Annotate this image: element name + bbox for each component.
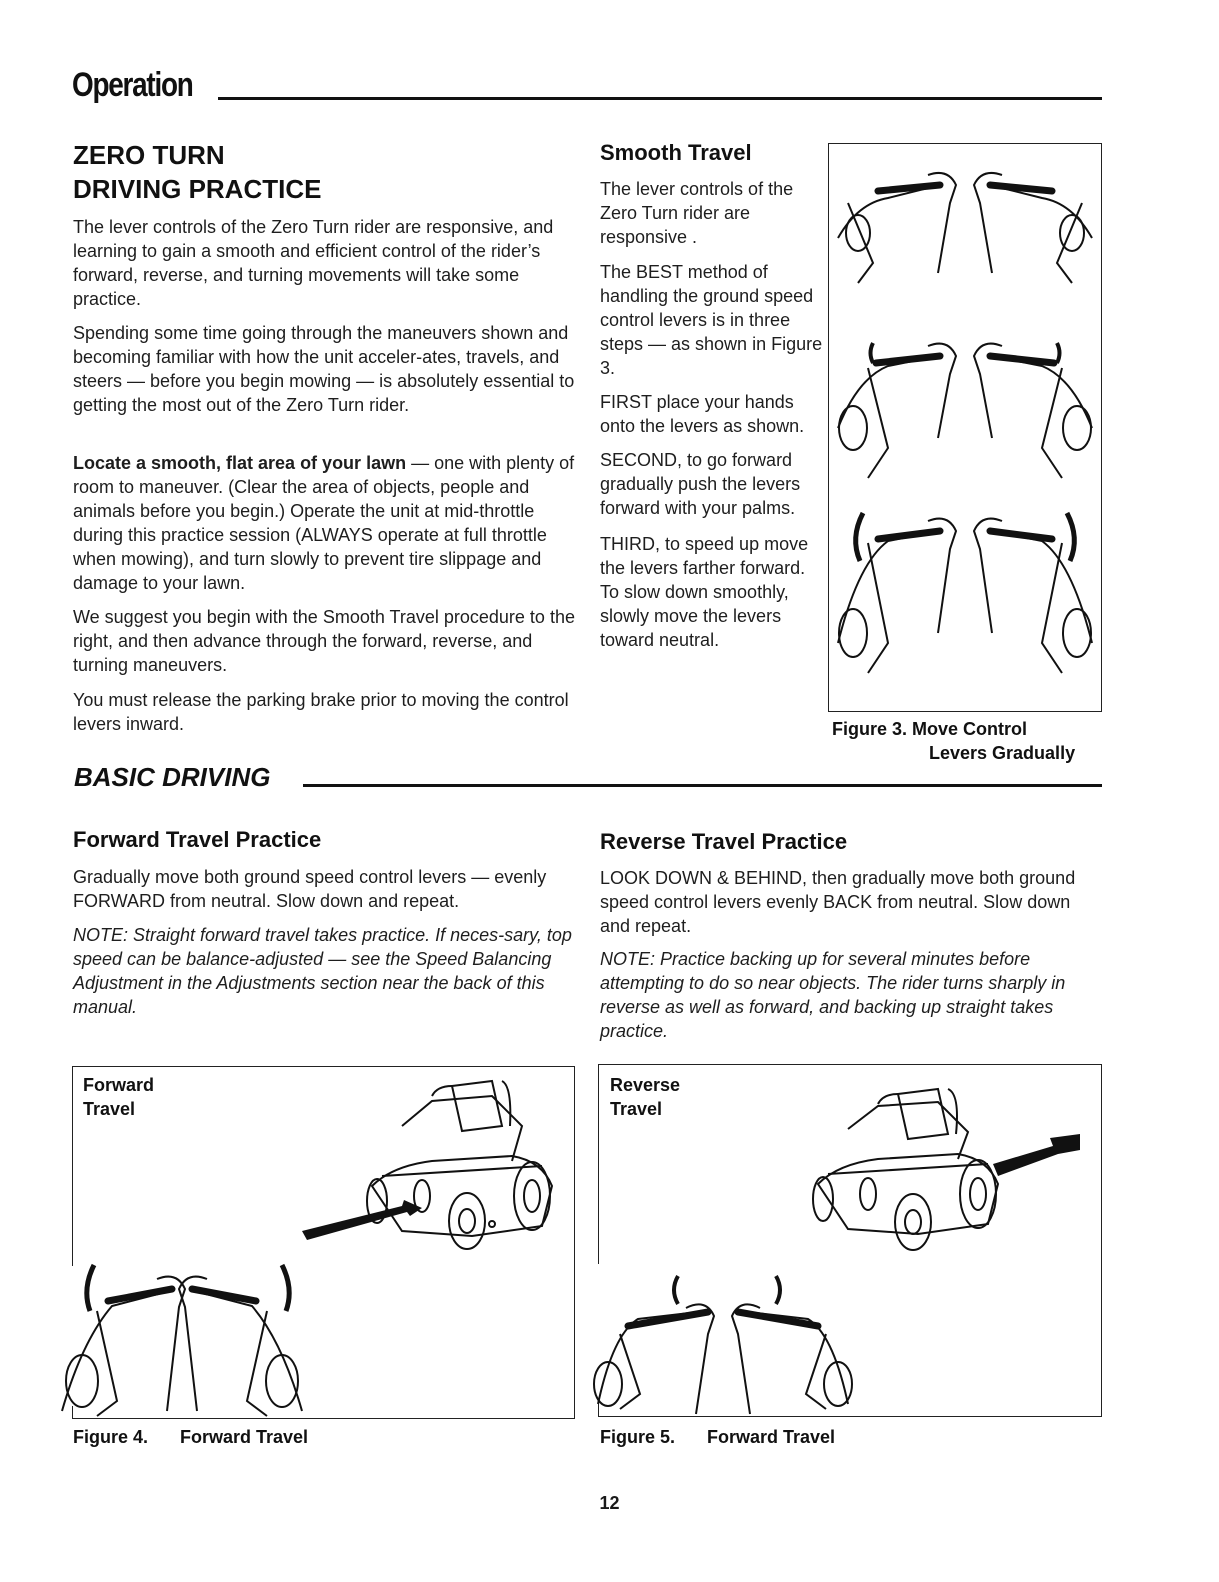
hands-speed-up-icon	[838, 513, 1092, 673]
zero-turn-para5: You must release the parking brake prior to moving the control levers inward.	[73, 690, 569, 734]
zero-turn-mower-icon	[367, 1081, 552, 1249]
zero-turn-para3-rest: — one with plenty of room to maneuver. (Clear the area of objects, people and animals before you begin.) Operate the unit at mid-throttle during this practice session (ALWAYS operate at full throttle when mowing), and turn slowly to prevent tire slippage and damage to your lawn.	[73, 453, 575, 593]
reverse-practice-p1: LOOK DOWN & BEHIND, then gradually move both ground speed control levers evenly BACK from neutral. Slow down and repeat.	[600, 868, 1076, 936]
smooth-travel-p3: FIRST place your hands onto the levers as shown.	[600, 392, 805, 436]
hands-push-levers-icon	[838, 343, 1092, 478]
figure-5-caption-text: Forward Travel	[707, 1427, 836, 1447]
figure-4-label-line1: Forward	[83, 1075, 155, 1095]
zero-turn-para2: Spending some time going through the maneuvers shown and becoming familiar with how the unit acceler-ates, travels, and steers — before you begin mowing — is absolutely essential to getting the most out of the Zero Turn rider.	[73, 323, 575, 415]
smooth-travel-title: Smooth Travel	[600, 140, 752, 165]
figure-5-label-line2: Travel	[610, 1099, 663, 1119]
reverse-arrow-icon	[993, 1134, 1080, 1176]
hands-on-levers-icon	[838, 173, 1092, 283]
figure-3-caption-line2: Levers Gradually	[929, 743, 1076, 763]
figure-5-illustration	[598, 1064, 1102, 1417]
zero-turn-para3	[73, 451, 575, 595]
figure-3-illustration	[828, 143, 1102, 712]
smooth-travel-p2: The BEST method of handling the ground speed control levers is in three steps — as shown in Figure 3.	[600, 262, 823, 378]
reverse-practice-title: Reverse Travel Practice	[600, 829, 848, 854]
header-rule	[218, 97, 1102, 100]
section-title: Operation	[72, 66, 193, 104]
figure-4-caption-text: Forward Travel	[180, 1427, 309, 1447]
page-number: 12	[599, 1493, 620, 1513]
figure-5-caption-num: Figure 5.	[600, 1427, 676, 1447]
figure-4-caption-num: Figure 4.	[73, 1427, 149, 1447]
figure-4-illustration	[72, 1066, 575, 1419]
figure-3-caption-line1: Figure 3. Move Control	[832, 719, 1028, 739]
smooth-travel-p5: THIRD, to speed up move the levers farther forward. To slow down smoothly, slowly move the levers toward neutral.	[600, 534, 809, 650]
forward-arrow-icon	[302, 1200, 422, 1240]
zero-turn-para4: We suggest you begin with the Smooth Travel procedure to the right, and then advance through the forward, reverse, and turning maneuvers.	[73, 607, 575, 675]
zero-turn-title-line1: ZERO TURN	[73, 140, 225, 170]
basic-driving-rule	[303, 784, 1102, 787]
zero-turn-title-line2: DRIVING PRACTICE	[73, 174, 322, 204]
forward-practice-title: Forward Travel Practice	[73, 827, 322, 852]
smooth-travel-p4: SECOND, to go forward gradually push the levers forward with your palms.	[600, 450, 801, 518]
zero-turn-para3-bold: Locate a smooth, flat area of your lawn	[73, 453, 407, 473]
smooth-travel-p1: The lever controls of the Zero Turn rider are responsive .	[600, 179, 794, 247]
reverse-practice-note: NOTE: Practice backing up for several minutes before attempting to do so near objects. The rider turns sharply in reverse as well as forward, and backing up straight takes practice.	[600, 949, 1066, 1041]
figure-4-label-line2: Travel	[83, 1099, 136, 1119]
basic-driving-title: BASIC DRIVING	[74, 762, 271, 792]
figure-5-label-line1: Reverse	[610, 1075, 681, 1095]
zero-turn-para1: The lever controls of the Zero Turn rider are responsive, and learning to gain a smooth and efficient control of the rider’s forward, reverse, and turning movements will take some practice.	[73, 217, 554, 309]
forward-practice-p1: Gradually move both ground speed control levers — evenly FORWARD from neutral. Slow down and repeat.	[73, 867, 547, 911]
zero-turn-section	[73, 138, 578, 206]
zero-turn-mower-icon	[813, 1089, 998, 1250]
forward-practice-note: NOTE: Straight forward travel takes practice. If neces-sary, top speed can be balance-adjusted — see the Speed Balancing Adjustment in the Adjustments section near the back of this manual.	[73, 925, 572, 1017]
